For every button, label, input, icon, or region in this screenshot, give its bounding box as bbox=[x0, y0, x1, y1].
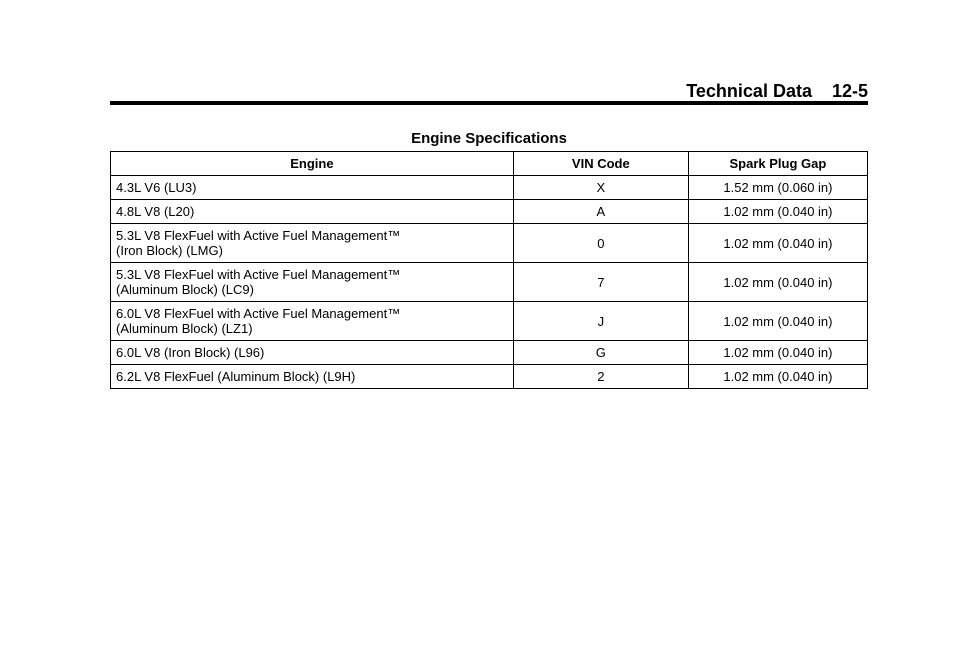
table-row bbox=[111, 365, 868, 389]
page-header bbox=[110, 80, 868, 102]
spark-plug-gap-cell: 1.02 mm (0.040 in) bbox=[688, 200, 867, 224]
header-rule bbox=[110, 101, 868, 105]
engine-cell: 5.3L V8 FlexFuel with Active Fuel Management™ (Iron Block) (LMG) bbox=[111, 224, 514, 263]
column-header-engine: Engine bbox=[111, 152, 514, 176]
engine-specifications-table bbox=[110, 151, 868, 389]
vin-code-cell: 2 bbox=[513, 365, 688, 389]
vin-code-cell: X bbox=[513, 176, 688, 200]
engine-cell: 4.8L V8 (L20) bbox=[111, 200, 514, 224]
page-number: 12-5 bbox=[831, 81, 868, 101]
table-row bbox=[111, 263, 868, 302]
column-header-vin-code: VIN Code bbox=[513, 152, 688, 176]
engine-cell: 6.2L V8 FlexFuel (Aluminum Block) (L9H) bbox=[111, 365, 514, 389]
column-header-spark-plug-gap: Spark Plug Gap bbox=[688, 152, 867, 176]
section-title: Technical Data bbox=[686, 81, 812, 101]
spark-plug-gap-cell: 1.52 mm (0.060 in) bbox=[688, 176, 867, 200]
spark-plug-gap-cell: 1.02 mm (0.040 in) bbox=[688, 224, 867, 263]
spark-plug-gap-cell: 1.02 mm (0.040 in) bbox=[688, 365, 867, 389]
spark-plug-gap-cell: 1.02 mm (0.040 in) bbox=[688, 341, 867, 365]
table-row bbox=[111, 341, 868, 365]
engine-cell: 4.3L V6 (LU3) bbox=[111, 176, 514, 200]
engine-cell: 5.3L V8 FlexFuel with Active Fuel Management™ (Aluminum Block) (LC9) bbox=[111, 263, 514, 302]
table-row bbox=[111, 224, 868, 263]
spark-plug-gap-cell: 1.02 mm (0.040 in) bbox=[688, 263, 867, 302]
table-row bbox=[111, 302, 868, 341]
table-row bbox=[111, 200, 868, 224]
vin-code-cell: J bbox=[513, 302, 688, 341]
table-header-row bbox=[111, 152, 868, 176]
vin-code-cell: 0 bbox=[513, 224, 688, 263]
table-title: Engine Specifications bbox=[411, 130, 567, 147]
engine-cell: 6.0L V8 FlexFuel with Active Fuel Management™ (Aluminum Block) (LZ1) bbox=[111, 302, 514, 341]
vin-code-cell: 7 bbox=[513, 263, 688, 302]
table-row bbox=[111, 176, 868, 200]
vin-code-cell: G bbox=[513, 341, 688, 365]
vin-code-cell: A bbox=[513, 200, 688, 224]
spark-plug-gap-cell: 1.02 mm (0.040 in) bbox=[688, 302, 867, 341]
engine-cell: 6.0L V8 (Iron Block) (L96) bbox=[111, 341, 514, 365]
